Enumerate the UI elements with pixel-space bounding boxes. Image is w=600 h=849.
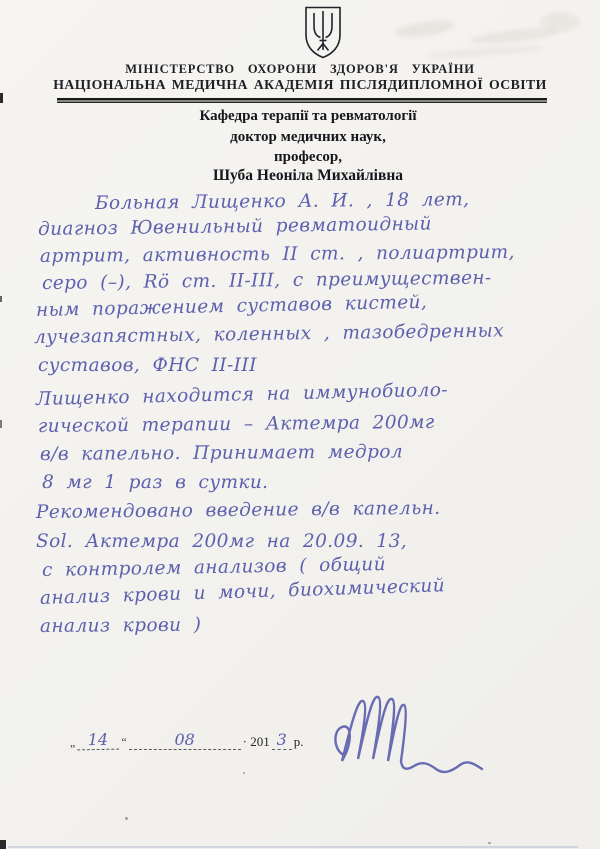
handwritten-line: анализ крови ) [39, 614, 202, 637]
handwritten-year-digit: 3 [276, 730, 287, 749]
academy-line: НАЦІОНАЛЬНА МЕДИЧНА АКАДЕМІЯ ПІСЛЯДИПЛОМНОЇ ОСВІТИ [53, 77, 547, 92]
bleedthrough-mark [540, 12, 580, 32]
date-line [68, 729, 306, 750]
handwritten-month: 08 [174, 730, 195, 749]
header-rule [57, 98, 547, 103]
handwritten-line: Больная Лищенко А. И. , 18 лет, [94, 189, 470, 214]
ministry-line: МІНІСТЕРСТВО ОХОРОНИ ЗДОРОВ'Я УКРАЇНИ [125, 62, 475, 76]
handwritten-day: 14 [87, 729, 109, 750]
professor-title-line: професор, [274, 149, 342, 165]
dust-speck [243, 772, 245, 774]
handwritten-line: Лищенко находится на иммунобиоло- [35, 379, 449, 410]
handwritten-line: гической терапии – Актемра 200мг [37, 411, 435, 437]
doctor-name-line: Шуба Неоніла Михайлівна [212, 167, 404, 184]
handwritten-line: серо (–), Rö ст. II-III, с преимуществен- [41, 267, 492, 294]
ukraine-trident-emblem [302, 6, 344, 59]
scan-edge-mark [0, 420, 2, 428]
handwritten-line: диагноз Ювенильный ревматоидный [37, 213, 433, 240]
year-suffix: р. [293, 734, 304, 749]
dust-speck [488, 842, 491, 844]
handwritten-line: ным поражением суставов кистей, [35, 291, 428, 321]
close-quote: “ [121, 735, 127, 749]
bleedthrough-mark [394, 18, 455, 40]
degree-line: доктор медичних наук, [230, 129, 386, 145]
month-field [129, 730, 241, 750]
dust-speck [125, 817, 128, 820]
bleedthrough-mark [425, 44, 545, 60]
open-quote: „ [70, 735, 76, 749]
day-field [77, 729, 119, 751]
handwritten-line: с контролем анализов ( общий [41, 553, 387, 581]
handwritten-line: 8 мг 1 раз в сутки. [42, 472, 269, 493]
scan-edge-mark [0, 840, 6, 849]
scan-bottom-edge [8, 846, 578, 848]
handwritten-line: Рекомендовано введение в/в капельн. [35, 497, 441, 523]
signature-scribble [330, 685, 490, 785]
handwritten-line: артрит, активность II ст. , полиартрит, [39, 241, 515, 267]
handwritten-line: лучезапястных, коленных , тазобедренных [33, 320, 505, 348]
year-field [272, 730, 292, 750]
handwritten-line: анализ крови и мочи, биохимический [39, 575, 446, 609]
handwritten-line: в/в капельно. Принимает медрол [39, 441, 404, 465]
department-line: Кафедра терапії та ревматології [199, 108, 417, 124]
handwritten-line: Sol. Актемра 200мг на 20.09. 13, [36, 531, 408, 552]
year-prefix: · 201 [242, 734, 270, 749]
handwritten-line: суставов, ФНС II-III [38, 355, 257, 376]
scan-edge-mark [0, 296, 2, 302]
scan-edge-mark [0, 93, 3, 103]
bleedthrough-mark [470, 25, 561, 46]
